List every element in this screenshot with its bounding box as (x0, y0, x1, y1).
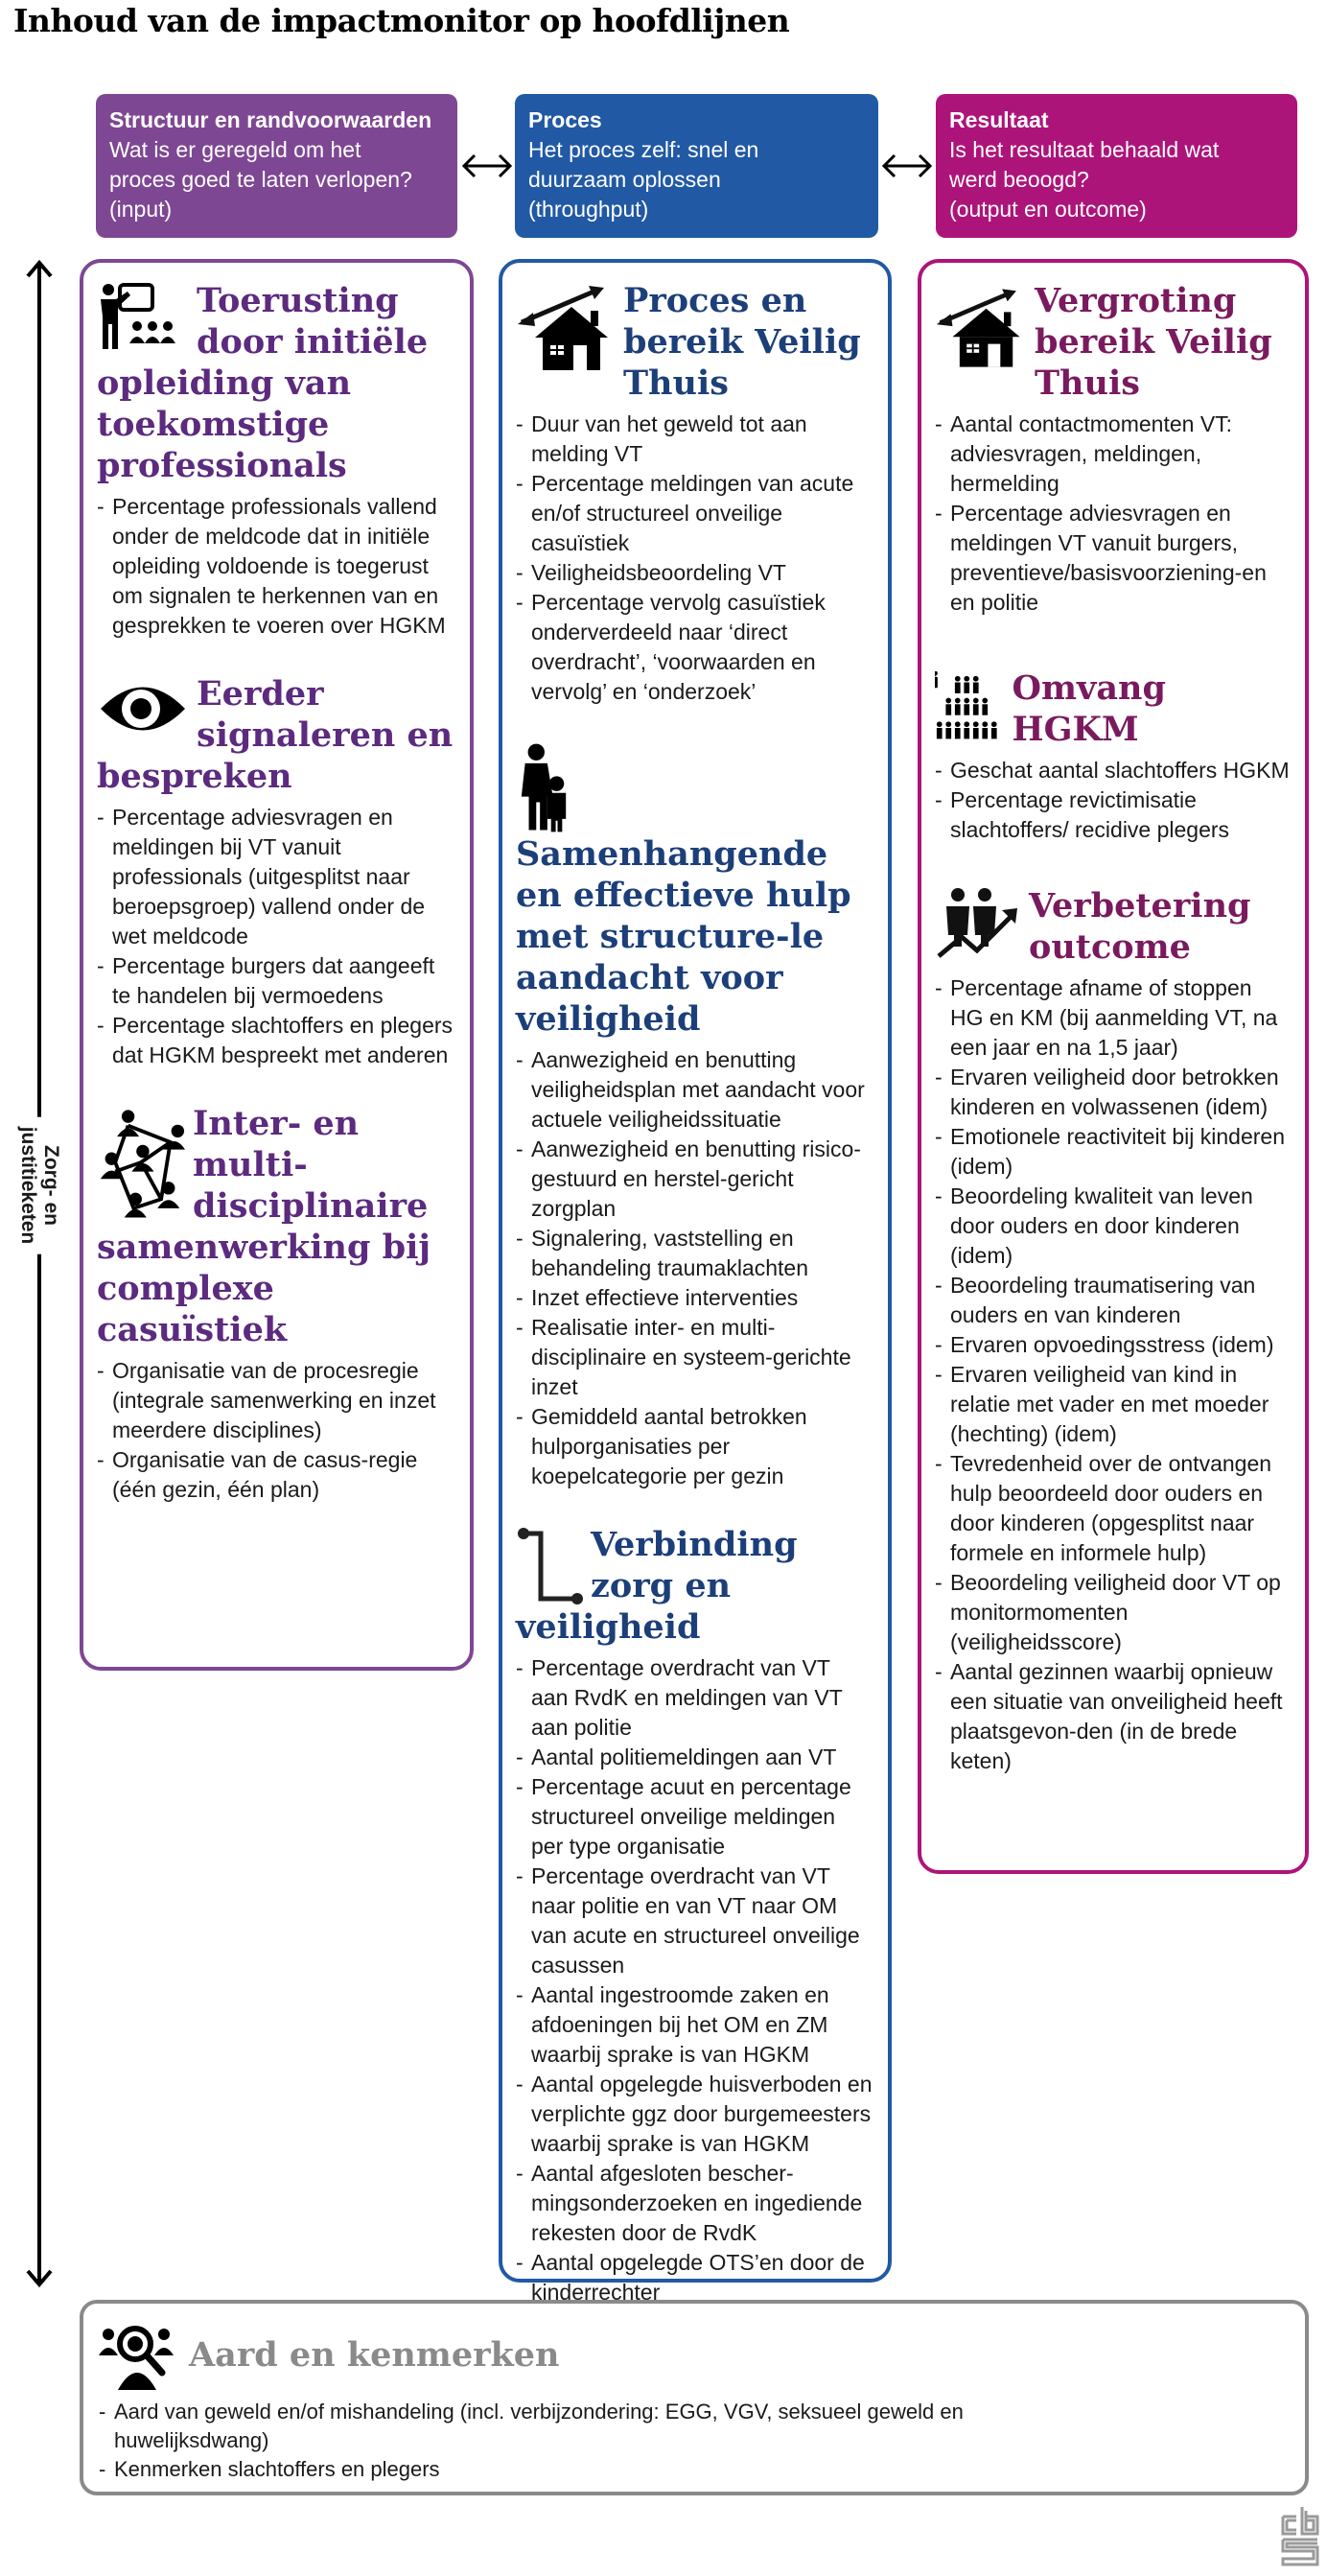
indicator-list (97, 486, 454, 641)
header-proces-line: Het proces zelf: snel en (528, 137, 759, 162)
indicator-list (935, 404, 1290, 618)
header-resultaat-line: (output en outcome) (949, 197, 1147, 222)
indicator-list (516, 1040, 873, 1491)
indicator-item: - Gemiddeld aantal betrokken hulporganisaties per koepelcategorie per gezin (516, 1402, 873, 1491)
section-vergroting-bereik (935, 280, 1290, 618)
header-proces-line: (throughput) (528, 197, 649, 222)
section-title-text: Toerusting door initiële opleiding van toekomstige professionals (97, 281, 429, 485)
double-arrow-vertical-icon (25, 259, 54, 2288)
indicator-item: - Beoordeling veiligheid door VT op monitormomenten (veiligheidsscore) (935, 1568, 1290, 1657)
section-title-text: Omvang HGKM (1012, 668, 1166, 749)
section-title-text: Verbetering outcome (1029, 886, 1251, 967)
indicator-item: - Realisatie inter- en multi-disciplinaire en systeem-gerichte inzet (516, 1313, 873, 1402)
indicator-item: - Inzet effectieve interventies (516, 1283, 873, 1313)
indicator-item: - Percentage overdracht van VT naar politie en van VT naar OM van acute en structureel onveilige casussen (516, 1862, 873, 1980)
indicator-item: - Ervaren opvoedingsstress (idem) (935, 1330, 1290, 1360)
indicator-item: - Aanwezigheid en benutting veiligheidsplan met aandacht voor actuele veiligheidssituatie (516, 1045, 873, 1135)
indicator-item: - Percentage slachtoffers en plegers dat HGKM bespreekt met anderen (97, 1011, 454, 1070)
indicator-item: - Beoordeling traumatisering van ouders en van kinderen (935, 1271, 1290, 1330)
indicator-item: - Ervaren veiligheid van kind in relatie met vader en met moeder (hechting) (idem) (935, 1360, 1290, 1449)
indicator-item: - Duur van het geweld tot aan melding VT (516, 410, 873, 469)
section-title (935, 667, 1290, 750)
page-title: Inhoud van de impactmonitor op hoofdlijnen (13, 2, 790, 39)
section-verbinding (516, 1524, 873, 2307)
indicator-item: - Aanwezigheid en benutting risico-gestuurd en herstel-gericht zorgplan (516, 1135, 873, 1224)
header-resultaat-line: Is het resultaat behaald wat (949, 137, 1220, 162)
indicator-item: - Aard van geweld en/of mishandeling (incl. verbijzondering: EGG, VGV, seksueel geweld en huwelijksdwang) (99, 2398, 1038, 2455)
header-structuur-title: Structuur en randvoorwaarden (109, 107, 432, 132)
section-verbetering-outcome (935, 885, 1290, 1776)
indicator-item: - Signalering, vaststelling en behandeling traumaklachten (516, 1224, 873, 1283)
indicator-item: - Emotionele reactiviteit bij kinderen (idem) (935, 1122, 1290, 1182)
header-resultaat (936, 94, 1297, 238)
section-title (935, 885, 1290, 968)
indicator-item: - Veiligheidsbeoordeling VT (516, 558, 873, 588)
section-title-text: Proces en bereik Veilig Thuis (623, 281, 861, 403)
indicator-item: - Beoordeling kwaliteit van leven door ouders en door kinderen (idem) (935, 1182, 1290, 1271)
house-reach-icon (935, 282, 1027, 374)
indicator-list (99, 2390, 1038, 2484)
indicator-list (516, 1648, 873, 2307)
people-trend-up-icon (935, 887, 1021, 960)
people-search-icon (99, 2321, 179, 2390)
section-title-text: Aard en kenmerken (189, 2334, 560, 2375)
indicator-item: - Percentage vervolg casuïstiek onderverdeeld naar ‘direct overdracht’, ‘voorwaarden en vervolg’ en ‘onderzoek’ (516, 588, 873, 707)
indicator-item: - Ervaren veiligheid door betrokken kinderen en volwassenen (idem) (935, 1063, 1290, 1122)
header-resultaat-title: Resultaat (949, 107, 1049, 132)
indicator-item: - Aantal opgelegde huisverboden en verplichte ggz door burgemeesters waarbij sprake is van HGKM (516, 2070, 873, 2159)
header-structuur-line: (input) (109, 197, 173, 222)
indicator-item: - Aantal ingestroomde zaken en afdoeningen bij het OM en ZM waarbij sprake is van HGKM (516, 1980, 873, 2070)
chain-axis-label (11, 1117, 68, 1254)
indicator-item: - Percentage adviesvragen en meldingen bij VT vanuit professionals (uitgesplitst naar beroepsgroep) vallend onder de wet meldcode (97, 803, 454, 951)
section-title-text: Inter- en multi-disciplinaire samenwerking bij complexe casuïstiek (97, 1104, 431, 1349)
indicator-list (97, 1350, 454, 1505)
indicator-list (935, 968, 1290, 1776)
section-title-text: Verbinding zorg en veiligheid (516, 1525, 798, 1647)
header-structuur (96, 94, 457, 238)
network-people-icon (97, 1105, 185, 1220)
double-arrow-horizontal-icon (879, 152, 935, 180)
indicator-item: - Aantal afgesloten bescher-mingsonderzoeken en ingediende rekesten door de RvdK (516, 2159, 873, 2248)
indicator-item: - Percentage burgers dat aangeeft te handelen bij vermoedens (97, 951, 454, 1011)
indicator-item: - Percentage acuut en percentage structureel onveilige meldingen per type organisatie (516, 1772, 873, 1862)
column-resultaat (918, 259, 1309, 1874)
header-structuur-line: Wat is er geregeld om het (109, 137, 361, 162)
indicator-item: - Aantal gezinnen waarbij opnieuw een situatie van onveiligheid heeft plaatsgevon-den (in de brede keten) (935, 1657, 1290, 1776)
connection-path-icon (516, 1526, 583, 1606)
indicator-list (935, 750, 1290, 845)
indicator-item: - Aantal politiemeldingen aan VT (516, 1743, 873, 1772)
section-title (516, 1524, 873, 1648)
column-proces (499, 259, 892, 2305)
indicator-list (97, 797, 454, 1070)
column-structuur (80, 259, 474, 1671)
section-title (99, 2319, 1290, 2390)
cbs-logo (1279, 2505, 1321, 2568)
indicator-item: - Geschat aantal slachtoffers HGKM (935, 756, 1290, 785)
double-arrow-horizontal-icon (459, 152, 515, 180)
section-title (97, 1103, 454, 1350)
header-proces-title: Proces (528, 107, 602, 132)
section-title-text: Vergroting bereik Veilig Thuis (1035, 281, 1272, 403)
section-samenhangende-hulp (516, 739, 873, 1491)
section-eerder-signaleren (97, 673, 454, 1070)
chain-axis-label-line1: Zorg- en (40, 1144, 62, 1226)
section-aard-kenmerken (80, 2300, 1309, 2495)
section-omvang (935, 667, 1290, 845)
indicator-item: - Organisatie van de procesregie (integrale samenwerking en inzet meerdere disciplines) (97, 1356, 454, 1445)
indicator-item: - Percentage professionals vallend onder de meldcode dat in initiële opleiding voldoende is toegerust om signalen te herkennen van en gesprekken te voeren over HGKM (97, 492, 454, 641)
indicator-item: - Percentage adviesvragen en meldingen VT vanuit burgers, preventieve/basisvoorziening-en en politie (935, 499, 1290, 618)
indicator-item: - Organisatie van de casus-regie (één gezin, één plan) (97, 1445, 454, 1505)
indicator-item: - Percentage revictimisatie slachtoffers/ recidive plegers (935, 785, 1290, 845)
section-proces-bereik (516, 280, 873, 707)
indicator-item: - Percentage meldingen van acute en/of structureel onveilige casuïstiek (516, 469, 873, 558)
parent-child-icon (516, 741, 571, 833)
section-title (97, 280, 454, 486)
indicator-item: - Tevredenheid over de ontvangen hulp beoordeeld door ouders en door kinderen (opgesplitst naar formele en informele hulp) (935, 1449, 1290, 1568)
indicator-item: - Aantal opgelegde OTS’en door de kinderrechter (516, 2248, 873, 2307)
section-samenwerking (97, 1103, 454, 1505)
section-title (516, 739, 873, 1040)
indicator-list (516, 404, 873, 707)
header-resultaat-line: werd beoogd? (949, 167, 1089, 192)
house-reach-icon (516, 282, 616, 374)
eye-icon (97, 675, 189, 742)
section-title (97, 673, 454, 797)
indicator-item: - Percentage afname of stoppen HG en KM (bij aanmelding VT, na een jaar en na 1,5 jaar) (935, 973, 1290, 1063)
header-structuur-line: proces goed te laten verlopen? (109, 167, 412, 192)
header-proces (515, 94, 878, 238)
indicator-item: - Kenmerken slachtoffers en plegers (99, 2455, 1038, 2484)
section-title (935, 280, 1290, 404)
chain-axis-label-line2: justitieketen (17, 1126, 39, 1245)
section-title-text: Samenhangende en effectieve hulp met structure-le aandacht voor veiligheid (516, 834, 851, 1039)
section-title-text: Eerder signaleren en bespreken (97, 674, 454, 796)
indicator-item: - Aantal contactmomenten VT: adviesvragen, meldingen, hermelding (935, 410, 1290, 499)
section-title (516, 280, 873, 404)
section-toerusting (97, 280, 454, 641)
indicator-item: - Percentage overdracht van VT aan RvdK en meldingen van VT aan politie (516, 1653, 873, 1743)
crowd-pyramid-icon (935, 671, 999, 748)
teacher-presentation-icon (97, 282, 189, 363)
header-proces-line: duurzaam oplossen (528, 167, 721, 192)
